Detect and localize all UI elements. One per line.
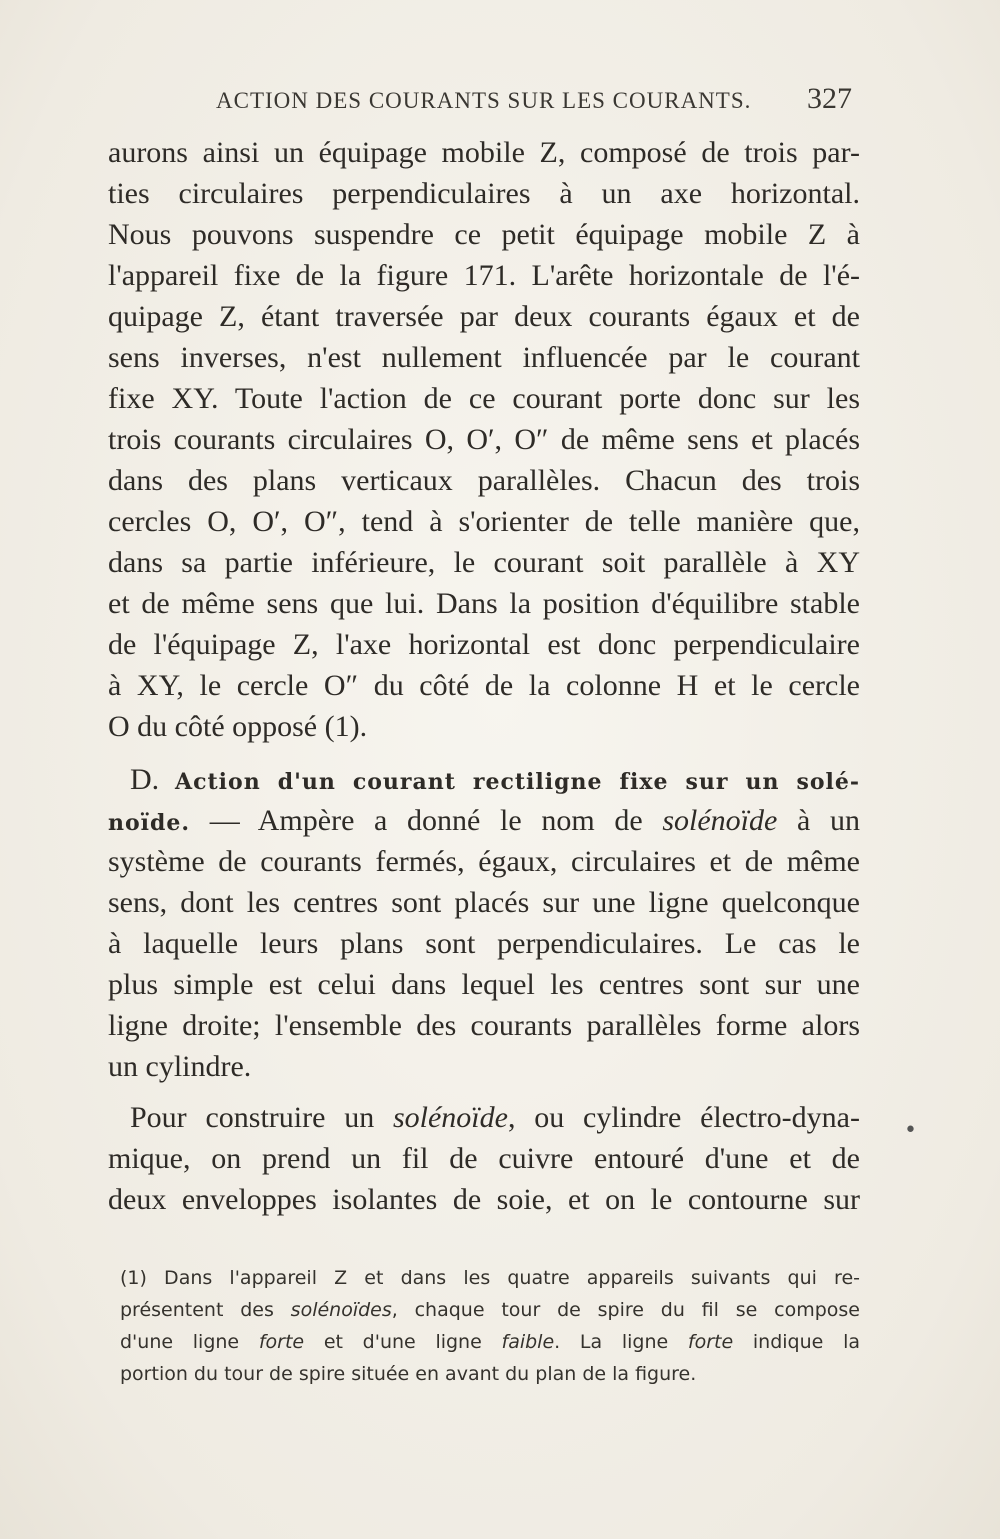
text-line: dans des plans verticaux parallèles. Chacun des trois [108,464,860,497]
text-span: et d'une ligne [304,1331,502,1353]
italic-term: faible [501,1331,555,1353]
text-span: — Ampère a donné le nom de [190,804,663,837]
italic-term: solénoïde [392,1101,508,1134]
text-line: deux enveloppes isolantes de soie, et on le contourne sur [108,1183,860,1216]
footnote-line [120,1326,860,1358]
text-line: ties circulaires perpendiculaires à un axe horizontal. [108,177,860,210]
italic-term: solénoïde [662,804,778,837]
text-line: quipage Z, étant traversée par deux courants égaux et de [108,300,860,333]
footnote-line [120,1294,860,1326]
text-line: ligne droite; l'ensemble des courants parallèles forme alors [108,1009,860,1042]
text-line: l'appareil fixe de la figure 171. L'arête horizontale de l'é- [108,259,860,292]
text-line: à XY, le cercle O″ du côté de la colonne H et le cercle [108,669,860,702]
text-line: fixe XY. Toute l'action de ce courant porte donc sur les [108,382,860,415]
footnote-line: (1) Dans l'appareil Z et dans les quatre appareils suivants qui re- [120,1267,860,1289]
text-span: indique la [733,1331,860,1353]
section-heading [108,760,860,800]
text-span: , ou cylindre électro-dyna- [507,1101,860,1134]
text-line: un cylindre. [108,1050,252,1083]
footnote-line: portion du tour de spire située en avant du plan de la figure. [120,1363,697,1385]
italic-term: forte [258,1331,305,1353]
text-line: à laquelle leurs plans sont perpendiculaires. Le cas le [108,927,860,960]
text-line: plus simple est celui dans lequel les centres sont sur une [108,968,860,1001]
text-line: aurons ainsi un équipage mobile Z, composé de trois par- [108,136,860,169]
running-title: ACTION DES COURANTS SUR LES COURANTS. [216,88,752,113]
text-line [108,1098,860,1138]
text-span: , chaque tour de spire du fil se compose [391,1299,860,1321]
text-line: sens, dont les centres sont placés sur une ligne quelconque [108,886,860,919]
text-span: d'une ligne [120,1331,259,1353]
text-line: sens inverses, n'est nullement influencée par le courant [108,341,860,374]
section-title: Action d'un courant rectiligne fixe sur un solé- [175,769,860,795]
text-line: dans sa partie inférieure, le courant soit parallèle à XY [108,546,860,579]
text-line: mique, on prend un fil de cuivre entouré d'une et de [108,1142,860,1175]
text-span: Pour construire un [130,1101,393,1134]
page-number: 327 [807,82,852,115]
text-line: et de même sens que lui. Dans la position d'équilibre stable [108,587,860,620]
text-line: cercles O, O′, O″, tend à s'orienter de telle manière que, [108,505,860,538]
text-line: système de courants fermés, égaux, circulaires et de même [108,845,860,878]
text-line [108,801,860,841]
text-span: . La ligne [554,1331,688,1353]
section-letter: D. [130,763,160,796]
italic-term: solénoïdes [290,1299,392,1321]
page-header [108,82,860,122]
text-span: à un [777,804,860,837]
text-line: O du côté opposé (1). [108,710,368,743]
section-title-end: noïde. [108,810,191,836]
text-line: Nous pouvons suspendre ce petit équipage mobile Z à [108,218,860,251]
text-line: trois courants circulaires O, O′, O″ de même sens et placés [108,423,860,456]
text-span: présentent des [120,1299,291,1321]
italic-term: forte [687,1331,734,1353]
margin-mark: • [904,1118,917,1143]
text-line: de l'équipage Z, l'axe horizontal est donc perpendiculaire [108,628,860,661]
